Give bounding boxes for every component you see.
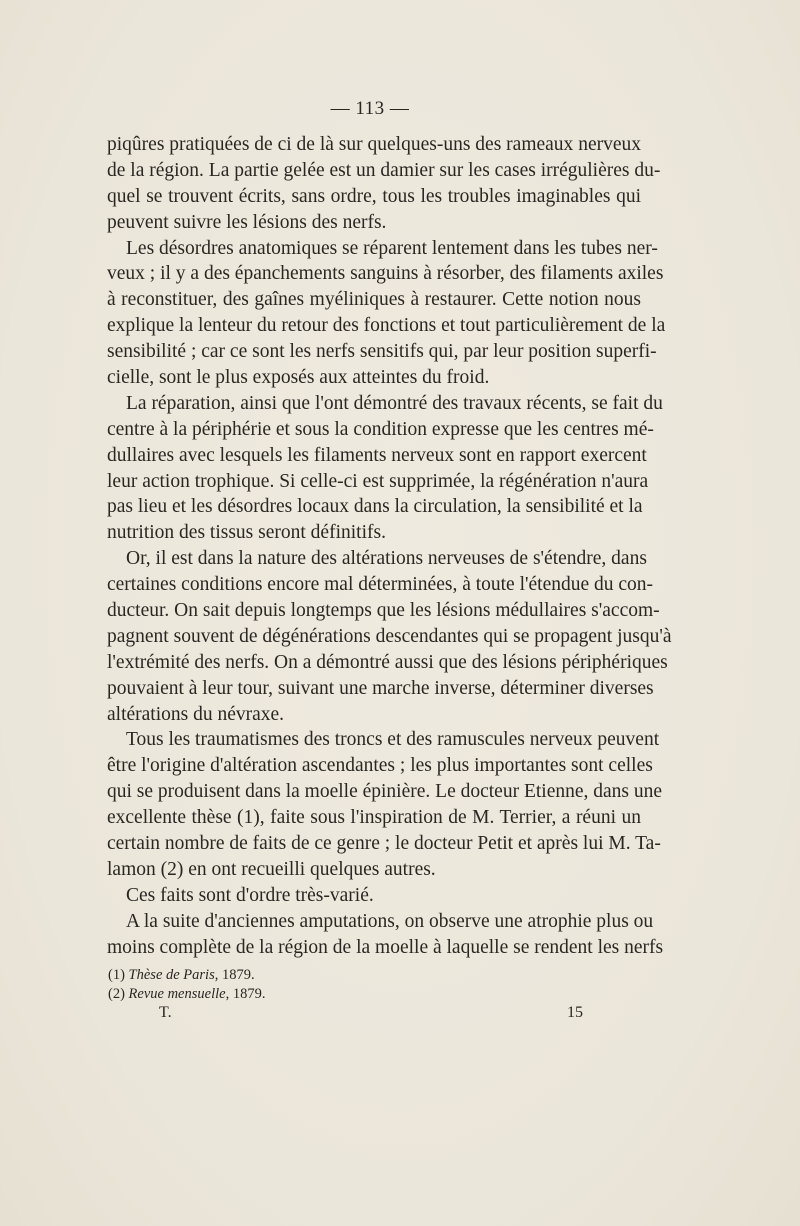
text-line: lamon (2) en ont recueilli quelques autres. — [107, 858, 436, 880]
text-line: dullaires avec lesquels les filaments nerveux sont en rapport exercent — [107, 444, 647, 466]
signature-row — [159, 1002, 583, 1024]
text-line: cielle, sont le plus exposés aux atteintes du froid. — [107, 367, 490, 389]
footnote — [108, 966, 608, 985]
footnotes — [108, 966, 608, 1004]
text-line: pagnent souvent de dégénérations descendantes qui se propagent jusqu'à — [107, 625, 672, 647]
footnote-marker: (2) — [108, 986, 125, 1002]
text-line: moins complète de la région de la moelle à laquelle se rendent les nerfs — [107, 936, 664, 958]
text-line: Or, il est dans la nature des altérations nerveuses de s'étendre, dans — [126, 548, 647, 570]
footnote-year: , 1879. — [214, 967, 255, 983]
text-line: veux ; il y a des épanchements sanguins à résorber, des filaments axiles — [107, 263, 664, 285]
text-line: Les désordres anatomiques se réparent lentement dans les tubes ner- — [126, 237, 658, 259]
text-line: de la région. La partie gelée est un damier sur les cases irrégulières du- — [107, 159, 661, 181]
text-line: piqûres pratiquées de ci de là sur quelques-uns des rameaux nerveux — [107, 134, 641, 155]
text-line: certain nombre de faits de ce genre ; le docteur Petit et après lui M. Ta- — [107, 833, 661, 855]
signature-number: 15 — [567, 1004, 583, 1021]
footnote-marker: (1) — [108, 967, 125, 983]
footnote-year: , 1879. — [225, 986, 266, 1002]
text-line: qui se produisent dans la moelle épinière. Le docteur Etienne, dans une — [107, 781, 663, 803]
text-line: altérations du névraxe. — [107, 703, 285, 725]
footnote-title: Revue mensuelle — [128, 986, 226, 1002]
text-line: leur action trophique. Si celle-ci est supprimée, la régénération n'aura — [107, 470, 649, 492]
text-line: quel se trouvent écrits, sans ordre, tous les troubles imaginables qui — [107, 185, 641, 207]
text-line: pas lieu et les désordres locaux dans la circulation, la sensibilité et la — [107, 496, 643, 518]
text-line: peuvent suivre les lésions des nerfs. — [107, 211, 387, 233]
text-line: centre à la périphérie et sous la condition expresse que les centres mé- — [107, 418, 654, 440]
text-line: à reconstituer, des gaînes myéliniques à restaurer. Cette notion nous — [107, 289, 641, 311]
text-line: A la suite d'anciennes amputations, on observe une atrophie plus ou — [126, 910, 654, 932]
signature-mark: T. — [159, 1004, 172, 1021]
text-line: La réparation, ainsi que l'ont démontré des travaux récents, se fait du — [126, 392, 663, 414]
text-line: l'extrémité des nerfs. On a démontré aussi que des lésions périphériques — [107, 651, 668, 673]
text-line: nutrition des tissus seront définitifs. — [107, 522, 386, 544]
text-line: Ces faits sont d'ordre très-varié. — [126, 884, 374, 906]
text-line: Tous les traumatismes des troncs et des ramuscules nerveux peuvent — [126, 729, 660, 751]
body-text — [107, 132, 672, 961]
footnote-title: Thèse de Paris — [128, 967, 215, 983]
text-line: pouvaient à leur tour, suivant une marche inverse, déterminer diverses — [107, 677, 654, 699]
text-line: sensibilité ; car ce sont les nerfs sensitifs qui, par leur position superfi- — [107, 341, 657, 363]
text-line: être l'origine d'altération ascendantes ; les plus importantes sont celles — [107, 755, 653, 777]
text-line: explique la lenteur du retour des fonctions et tout particulièrement de la — [107, 315, 666, 337]
text-line: ducteur. On sait depuis longtemps que les lésions médullaires s'accom- — [107, 600, 660, 622]
text-line: certaines conditions encore mal déterminées, à toute l'étendue du con- — [107, 574, 654, 596]
text-line: excellente thèse (1), faite sous l'inspiration de M. Terrier, a réuni un — [107, 807, 641, 829]
page-number: — 113 — — [330, 98, 410, 119]
